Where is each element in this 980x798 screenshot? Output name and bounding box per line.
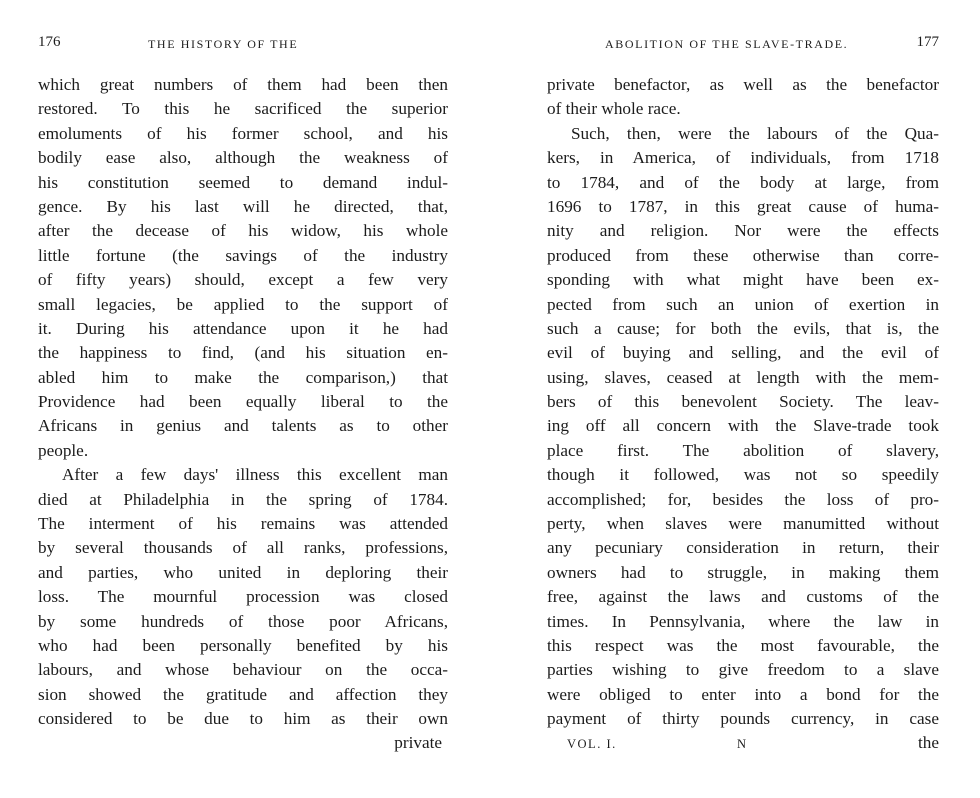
text-line: The interment of his remains was attended [38, 514, 448, 534]
text-line: payment of thirty pounds currency, in case [547, 709, 939, 729]
text-line: evil of buying and selling, and the evil of [547, 343, 939, 363]
right-page-body [547, 73, 939, 732]
text-line: nity and religion. Nor were the effects [547, 221, 939, 241]
text-line: parties wishing to give freedom to a slave [547, 660, 939, 680]
text-line: such a cause; for both the evils, that is, the [547, 318, 939, 338]
right-page-header [547, 30, 939, 56]
text-line: pected from such an union of exertion in [547, 294, 939, 314]
text-line: accomplished; for, besides the loss of pro- [547, 489, 939, 509]
text-line: Africans in genius and talents as to other [38, 416, 448, 436]
left-page-body [38, 73, 448, 732]
text-line: the happiness to find, (and his situation en- [38, 343, 448, 363]
text-line: using, slaves, ceased at length with the mem- [547, 367, 939, 387]
text-line: of fifty years) should, except a few very [38, 270, 448, 290]
text-line: it. During his attendance upon it he had [38, 318, 448, 338]
text-line: free, against the laws and customs of the [547, 587, 939, 607]
text-line: kers, in America, of individuals, from 1718 [547, 148, 939, 168]
text-line: his constitution seemed to demand indul- [38, 172, 448, 192]
left-page-header [38, 30, 448, 56]
left-catchword: private [394, 732, 442, 752]
text-line: sponding with what might have been ex- [547, 270, 939, 290]
volume-signature: VOL. I. [567, 736, 617, 751]
text-line: though it followed, was not so speedily [547, 465, 939, 485]
text-line: loss. The mournful procession was closed [38, 587, 448, 607]
text-line: were obliged to enter into a bond for the [547, 684, 939, 704]
text-line: small legacies, be applied to the support of [38, 294, 448, 314]
left-running-head: THE HISTORY OF THE [148, 37, 299, 51]
text-line: gence. By his last will he directed, that, [38, 196, 448, 216]
text-line: by several thousands of all ranks, professions, [38, 538, 448, 558]
text-line: restored. To this he sacrificed the superior [38, 99, 448, 119]
text-line: produced from these otherwise than corre- [547, 245, 939, 265]
text-line: bodily ease also, although the weakness of [38, 148, 448, 168]
text-line: emoluments of his former school, and his [38, 123, 448, 143]
text-line: this respect was the most favourable, the [547, 635, 939, 655]
text-line: abled him to make the comparison,) that [38, 367, 448, 387]
text-line: bers of this benevolent Society. The leav- [547, 392, 939, 412]
text-line: to 1784, and of the body at large, from [547, 172, 939, 192]
right-catchword: the [918, 732, 939, 752]
text-line: considered to be due to him as their own [38, 709, 448, 729]
text-line: sion showed the gratitude and affection they [38, 684, 448, 704]
text-line: who had been personally benefited by his [38, 635, 448, 655]
text-line: by some hundreds of those poor Africans, [38, 611, 448, 631]
text-line: Such, then, were the labours of the Qua- [571, 123, 939, 143]
text-line: people. [38, 440, 89, 460]
text-line: any pecuniary consideration in return, their [547, 538, 939, 558]
left-page-number: 176 [38, 34, 61, 50]
right-page-number: 177 [916, 34, 939, 50]
text-line: died at Philadelphia in the spring of 1784. [38, 489, 448, 509]
signature-mark: N [737, 736, 747, 751]
right-page-footer [547, 732, 939, 754]
text-line: and parties, who united in deploring their [38, 562, 448, 582]
text-line: of their whole race. [547, 99, 681, 119]
text-line: times. In Pennsylvania, where the law in [547, 611, 939, 631]
text-line: labours, and whose behaviour on the occa- [38, 660, 448, 680]
text-line: private benefactor, as well as the benefactor [547, 75, 939, 94]
right-running-head: ABOLITION OF THE SLAVE-TRADE. [605, 37, 849, 51]
text-line: little fortune (the savings of the industry [38, 245, 448, 265]
text-line: 1696 to 1787, in this great cause of huma- [547, 196, 939, 216]
text-line: perty, when slaves were manumitted without [547, 514, 939, 534]
text-line: Providence had been equally liberal to the [38, 392, 448, 412]
right-page [547, 30, 939, 754]
text-line: which great numbers of them had been then [38, 75, 448, 94]
text-line: owners had to struggle, in making them [547, 562, 939, 582]
text-line: After a few days' illness this excellent man [62, 465, 448, 485]
text-line: place first. The abolition of slavery, [547, 440, 939, 460]
left-page [38, 30, 448, 754]
text-line: ing off all concern with the Slave-trade took [547, 416, 939, 436]
text-line: after the decease of his widow, his whole [38, 221, 448, 241]
